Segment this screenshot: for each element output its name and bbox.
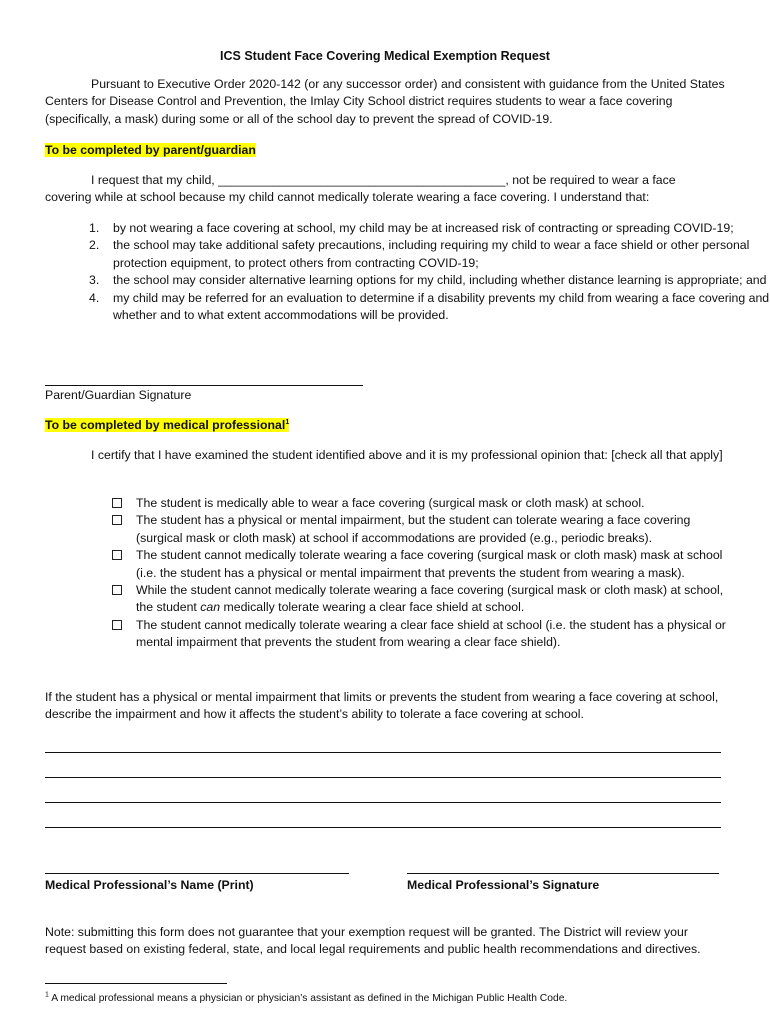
- list-item: 4. my child may be referred for an evaluation to determine if a disability prevents my child from wearing a face covering and whether and to what extent accommodations will be provided.: [89, 290, 770, 323]
- medical-name-label: Medical Professional’s Name (Print): [45, 878, 254, 892]
- description-line[interactable]: [45, 777, 721, 778]
- list-item: 3. the school may consider alternative learning options for my child, including whether distance learning is appropriate; and: [89, 273, 767, 288]
- footnote-separator: [45, 983, 227, 984]
- medical-name-line[interactable]: [45, 873, 349, 874]
- checkbox[interactable]: [112, 585, 122, 595]
- list-item: 1. by not wearing a face covering at school, my child may be at increased risk of contracting or spreading COVID-19;: [89, 221, 734, 235]
- intro-paragraph: Pursuant to Executive Order 2020-142 (or any successor order) and consistent with guidance from the United States Centers for Disease Control and Prevention, the Imlay City School district requires students to wear a face covering (specifically, a mask) during some or all of the school day to prevent the spread of COVID-19.: [45, 77, 725, 126]
- parent-heading-text: To be completed by parent/guardian: [45, 143, 256, 157]
- understanding-list: [45, 220, 770, 324]
- certify-paragraph: I certify that I have examined the student identified above and it is my professional opinion that: [check all that apply]: [91, 448, 723, 462]
- description-line[interactable]: [45, 827, 721, 828]
- option-row: While the student cannot medically tolerate wearing a face covering (surgical mask or cloth mask) at school, the student can medically tolerate wearing a clear face shield at school.: [0, 582, 726, 617]
- describe-paragraph: If the student has a physical or mental impairment that limits or prevents the student from wearing a face covering at school, describe the impairment and how it affects the student’s ability to tolerate a face covering at school.: [45, 690, 719, 722]
- description-line[interactable]: [45, 802, 721, 803]
- parent-signature-label: Parent/Guardian Signature: [45, 388, 192, 402]
- footnote-number: 1: [45, 991, 49, 999]
- parent-signature-line[interactable]: [45, 385, 363, 386]
- description-line[interactable]: [45, 752, 721, 753]
- checkbox[interactable]: [112, 515, 122, 525]
- medical-signature-line[interactable]: [407, 873, 719, 874]
- option-row: The student has a physical or mental impairment, but the student can tolerate wearing a face covering (surgical mask or cloth mask) at school if accommodations are provided (e.g., periodic breaks).: [0, 512, 726, 547]
- medical-section-heading: [45, 417, 289, 434]
- footnote-mark: 1: [285, 418, 290, 426]
- option-row: The student is medically able to wear a face covering (surgical mask or cloth mask) at school.: [0, 495, 726, 512]
- parent-request-paragraph: [45, 172, 725, 207]
- request-text-end: , not be required to wear a face covering while at school because my child cannot medically tolerate wearing a face covering. I understand that:: [45, 173, 676, 205]
- checkbox[interactable]: [112, 620, 122, 630]
- checkbox[interactable]: [112, 498, 122, 508]
- checkbox[interactable]: [112, 550, 122, 560]
- medical-signature-label: Medical Professional’s Signature: [407, 878, 600, 892]
- footnote-text: A medical professional means a physician or physician’s assistant as defined in the Michigan Public Health Code.: [48, 993, 568, 1004]
- request-text-start: I request that my child,: [91, 173, 219, 187]
- list-item: 2. the school may take additional safety precautions, including requiring my child to wear a face shield or other personal protection equipment, to protect others from contracting COVID-19;: [89, 238, 750, 270]
- option-row: The student cannot medically tolerate wearing a clear face shield at school (i.e. the student has a physical or mental impairment that prevents the student from wearing a clear face shield).: [0, 617, 726, 652]
- medical-options-list: [0, 495, 726, 652]
- footnote: [45, 990, 567, 1007]
- medical-heading-text: To be completed by medical professional$^1$: [45, 418, 290, 432]
- form-title: ICS Student Face Covering Medical Exemption Request: [220, 49, 550, 63]
- parent-section-heading: [45, 142, 256, 159]
- option-row: The student cannot medically tolerate wearing a face covering (surgical mask or cloth mask) mask at school (i.e. the student has a physical or mental impairment that prevents the student from wearing a mask).: [0, 547, 726, 582]
- note-paragraph: Note: submitting this form does not guarantee that your exemption request will be granted. The District will review your request based on existing federal, state, and local legal requirements and public health recommendations and directives.: [45, 925, 701, 957]
- child-name-blank[interactable]: __________________________________________: [218, 173, 506, 187]
